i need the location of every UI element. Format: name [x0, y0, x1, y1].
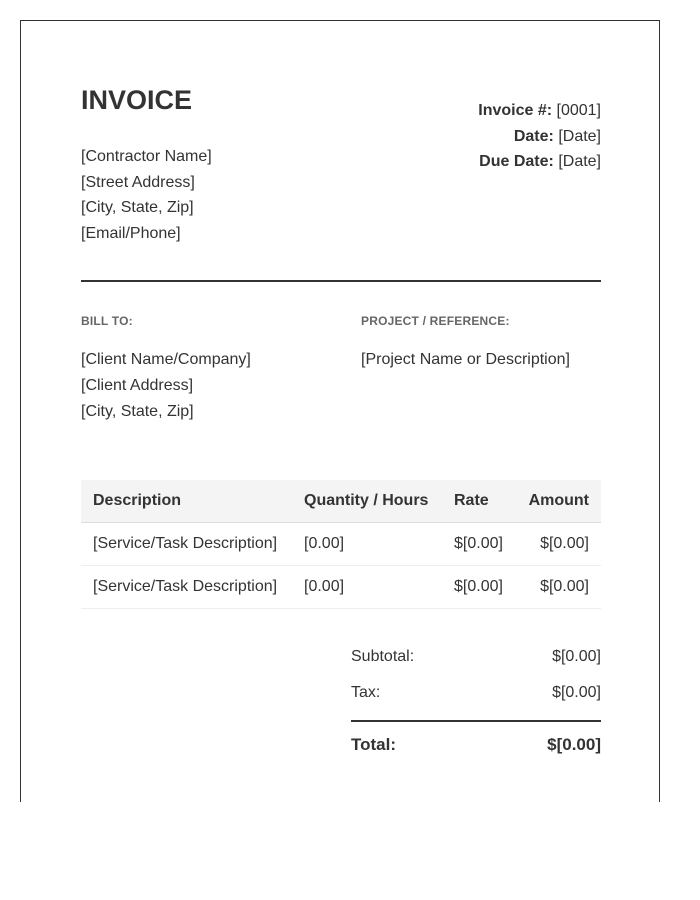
- invoice-number-label: Invoice #:: [478, 102, 553, 119]
- row-description: [Service/Task Description]: [81, 566, 292, 609]
- invoice-page: [20, 20, 660, 802]
- invoice-due-value: [Date]: [558, 153, 601, 170]
- subtotal-label: Subtotal:: [351, 648, 415, 665]
- invoice-number-line: [478, 98, 601, 124]
- row-description: [Service/Task Description]: [81, 523, 292, 566]
- row-rate: $[0.00]: [442, 566, 516, 609]
- bill-to-block: [81, 347, 251, 425]
- tax-label: Tax:: [351, 684, 381, 701]
- invoice-due-line: [478, 149, 601, 175]
- total-value: $[0.00]: [547, 735, 601, 754]
- header-amount: Amount: [516, 480, 601, 523]
- line-items-table: [81, 480, 601, 609]
- header-quantity: Quantity / Hours: [292, 480, 442, 523]
- total-label: Total:: [351, 735, 397, 754]
- row-amount: $[0.00]: [516, 566, 601, 609]
- contractor-block: [81, 144, 212, 246]
- table-row: [81, 523, 601, 566]
- invoice-date-label: Date:: [513, 127, 554, 145]
- row-rate: $[0.00]: [442, 523, 516, 566]
- client-address: [Client Address]: [81, 377, 194, 394]
- totals-block: [351, 641, 601, 755]
- subtotal-value: $[0.00]: [552, 648, 601, 665]
- tax-value: $[0.00]: [552, 684, 601, 701]
- invoice-date-value: [Date]: [558, 127, 601, 145]
- invoice-title: INVOICE: [81, 85, 193, 115]
- row-quantity: [0.00]: [292, 523, 442, 566]
- invoice-due-label: Due Date:: [479, 153, 554, 170]
- client-city: [City, State, Zip]: [81, 403, 194, 420]
- bill-to-label: BILL TO:: [81, 314, 133, 328]
- table-header-row: [81, 480, 601, 523]
- contractor-city: [City, State, Zip]: [81, 199, 194, 216]
- client-name: [Client Name/Company]: [81, 351, 251, 368]
- project-value: [Project Name or Description]: [361, 351, 570, 368]
- subtotal-row: [351, 641, 601, 677]
- table-row: [81, 566, 601, 609]
- header-rate: Rate: [442, 480, 516, 523]
- invoice-date-line: [478, 124, 601, 150]
- row-quantity: [0.00]: [292, 566, 442, 609]
- total-divider: [351, 720, 601, 722]
- row-amount: $[0.00]: [516, 523, 601, 566]
- project-block: [361, 347, 570, 373]
- contractor-street: [Street Address]: [81, 173, 195, 191]
- project-label: PROJECT / REFERENCE:: [361, 314, 510, 328]
- invoice-meta: [478, 98, 601, 175]
- contractor-contact: [Email/Phone]: [81, 224, 181, 242]
- invoice-number-value: [0001]: [556, 102, 601, 119]
- total-row: [351, 735, 601, 755]
- header-divider: [81, 280, 601, 282]
- header-description: Description: [81, 480, 292, 523]
- contractor-name: [Contractor Name]: [81, 148, 212, 165]
- tax-row: [351, 677, 601, 713]
